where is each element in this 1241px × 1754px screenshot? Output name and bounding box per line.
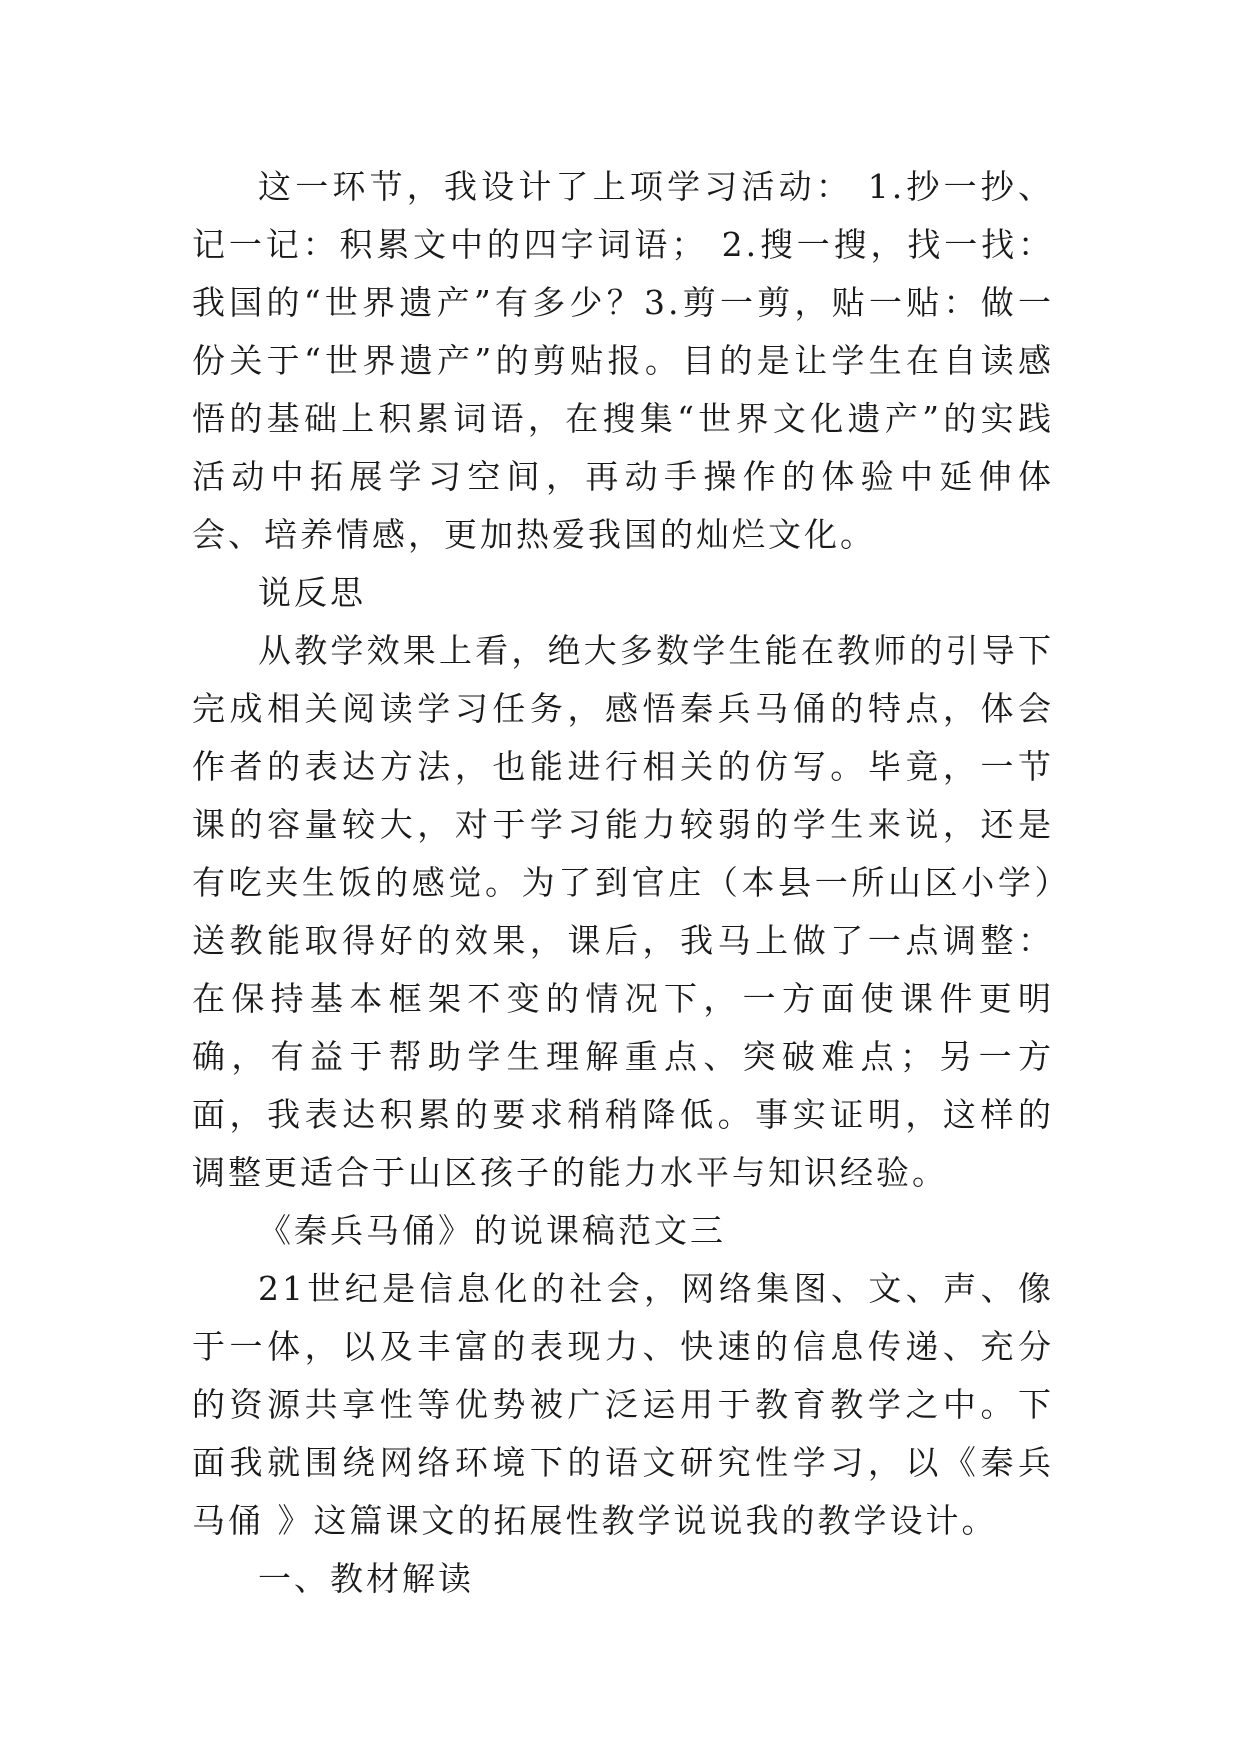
paragraph-reflection: 从教学效果上看，绝大多数学生能在教师的引导下完成相关阅读学习任务，感悟秦兵马俑的特点，体会作者的表达方法，也能进行相关的仿写。毕竟，一节课的容量较大，对于学习能力较弱的学生来说，还是有吃夹生饭的感觉。为了到官庄（本县一所山区小学）送教能取得好的效果，课后，我马上做了一点调整：在保持基本框架不变的情况下，一方面使课件更明确，有益于帮助学生理解重点、突破难点；另一方面，我表达积累的要求稍稍降低。事实证明，这样的调整更适合于山区孩子的能力水平与知识经验。 [192,631,1054,1192]
heading-sample-three: 《秦兵马俑》的说课稿范文三 [258,1211,726,1250]
heading-reflection: 说反思 [258,573,366,612]
paragraph-introduction: 21世纪是信息化的社会，网络集图、文、声、像于一体，以及丰富的表现力、快速的信息传递、充分的资源共享性等优势被广泛运用于教育教学之中。下面我就围绕网络环境下的语文研究性学习，以《秦兵马俑 》这篇课文的拓展性教学说说我的教学设计。 [192,1269,1054,1540]
heading-textbook-analysis: 一、教材解读 [258,1559,474,1598]
paragraph-activities: 这一环节，我设计了上项学习活动： 1.抄一抄、记一记：积累文中的四字词语； 2.搜一搜，找一找：我国的“世界遗产”有多少？3.剪一剪，贴一贴：做一份关于“世界遗产”的剪贴报。目的是让学生在自读感悟的基础上积累词语，在搜集“世界文化遗产”的实践活动中拓展学习空间，再动手操作的体验中延伸体会、培养情感，更加热爱我国的灿烂文化。 [192,167,1054,554]
document-body [192,158,1054,1608]
